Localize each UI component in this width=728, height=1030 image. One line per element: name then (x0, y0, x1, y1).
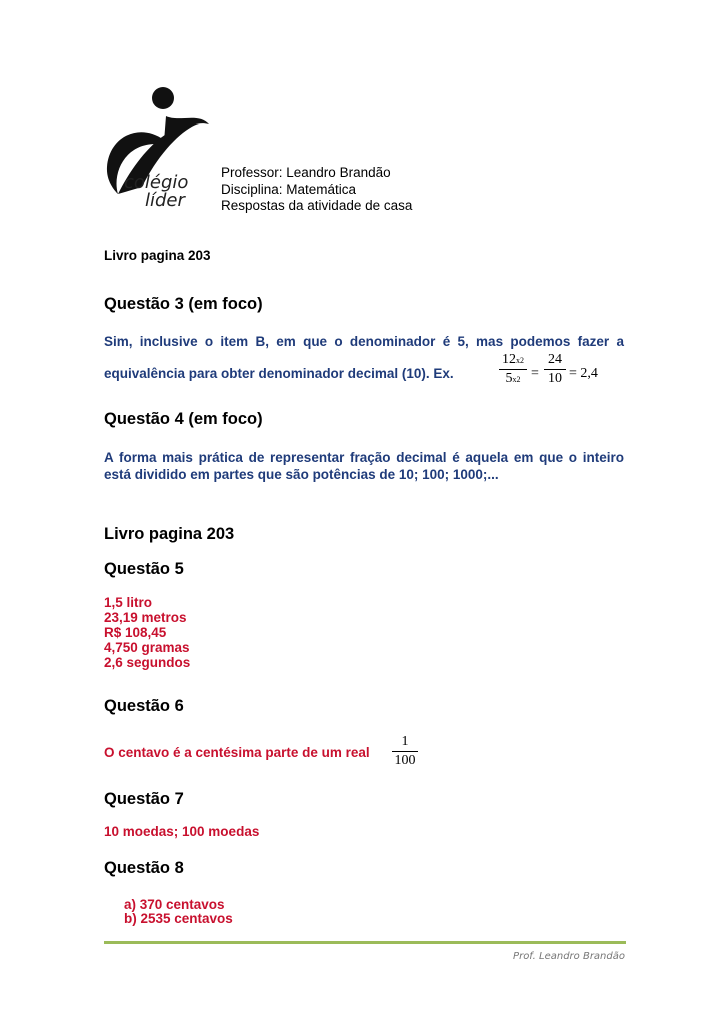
answer-item: R$ 108,45 (104, 625, 167, 640)
multiplier-x2-den: x2 (512, 375, 521, 384)
denominator-100: 100 (394, 753, 416, 768)
question-7-answer: 10 moedas; 100 moedas (104, 824, 260, 839)
question-5-answers (104, 595, 190, 670)
multiplier-x2: x2 (516, 356, 524, 365)
answer-item: 4,750 gramas (104, 640, 190, 655)
logo-text-colegio: colégio (124, 172, 189, 193)
book-reference: Livro pagina 203 (104, 248, 211, 263)
answer-item: 23,19 metros (104, 610, 187, 625)
header-info (221, 165, 412, 215)
list-item: b) 2535 centavos (124, 911, 233, 926)
numerator-1: 1 (401, 734, 409, 749)
result-value: = 2,4 (569, 366, 598, 381)
numerator-24: 24 (548, 352, 562, 367)
question-8-title: Questão 8 (104, 859, 184, 877)
fraction-24-over-10 (544, 352, 566, 387)
list-item: a) 370 centavos (124, 897, 225, 912)
footer-divider (104, 941, 626, 944)
denominator-5: 5 (505, 371, 513, 386)
fraction-12-over-5 (499, 352, 527, 387)
question-6-title: Questão 6 (104, 697, 184, 715)
question-5-title: Questão 5 (104, 560, 184, 578)
question-3-line-1: Sim, inclusive o item B, em que o denominador é 5, mas podemos fazer a (104, 334, 624, 349)
book-reference-2: Livro pagina 203 (104, 525, 235, 543)
question-8-answers (124, 898, 233, 926)
question-6-answer: O centavo é a centésima parte de um real (104, 745, 370, 760)
answer-item: 1,5 litro (104, 595, 153, 610)
subtitle-line: Respostas da atividade de casa (221, 198, 413, 213)
equals-sign: = (531, 366, 539, 381)
footer-author: Prof. Leandro Brandão (513, 951, 625, 962)
question-4-title: Questão 4 (em foco) (104, 410, 263, 428)
question-7-title: Questão 7 (104, 790, 184, 808)
discipline-line: Disciplina: Matemática (221, 181, 357, 197)
question-3-title: Questão 3 (em foco) (104, 295, 263, 313)
logo-text-lider: líder (145, 190, 185, 211)
answer-item: 2,6 segundos (104, 655, 191, 670)
question-3-line-2: equivalência para obter denominador decimal (10). Ex. (104, 366, 454, 381)
numerator-12: 12 (502, 352, 516, 367)
question-4-answer: A forma mais prática de representar fração decimal é aquela em que o inteiro está dividido em partes que são potências de 10; 100; 1000;... (104, 450, 624, 482)
professor-line: Professor: Leandro Brandão (221, 165, 391, 180)
denominator-10: 10 (548, 371, 562, 386)
